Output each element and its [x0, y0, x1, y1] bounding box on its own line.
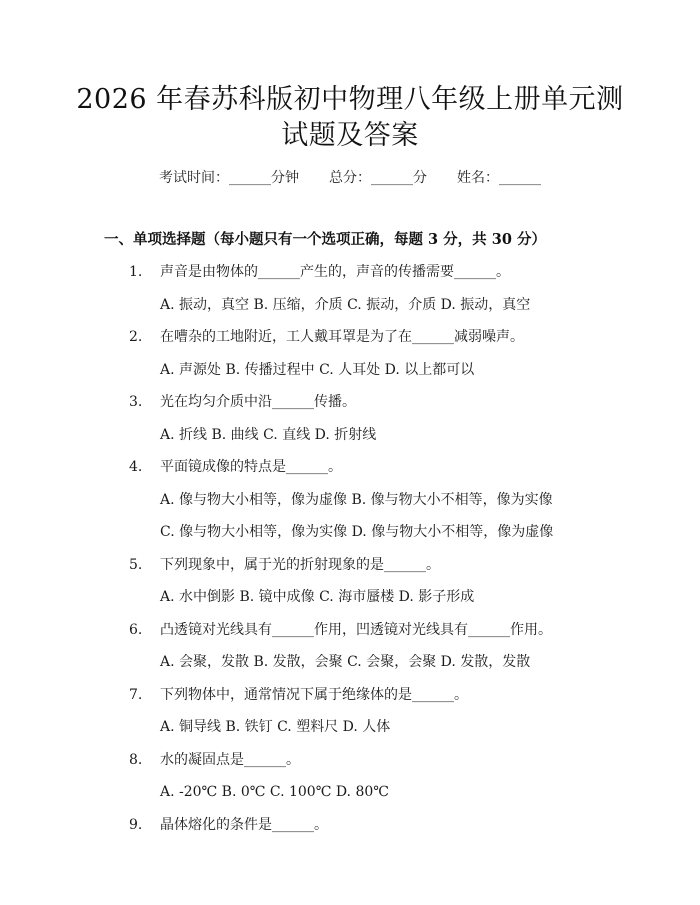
- answer-options: A. -20℃ B. 0℃ C. 100℃ D. 80℃: [160, 784, 389, 800]
- question-text: 声音是由物体的______产生的，声音的传播需要______。: [160, 264, 510, 280]
- student-name-field: 姓名：______: [457, 170, 541, 186]
- total-score-field: 总分：______分: [329, 170, 427, 186]
- question-number: 3.: [129, 394, 143, 410]
- answer-options: A. 铜导线 B. 铁钉 C. 塑料尺 D. 人体: [160, 719, 391, 735]
- question-number: 7.: [129, 686, 143, 703]
- question-number: 2.: [129, 329, 143, 345]
- document-title-line-1: 2026 年春苏科版初中物理八年级上册单元测: [76, 84, 624, 115]
- question-text: 在嘈杂的工地附近，工人戴耳罩是为了在______减弱噪声。: [160, 329, 524, 345]
- exam-meta-info: [0, 168, 700, 188]
- document-title-line-2: 试题及答案: [281, 120, 419, 151]
- question-text: 光在均匀介质中沿______传播。: [160, 394, 356, 410]
- question-text: 平面镜成像的特点是______。: [160, 459, 342, 475]
- answer-options: A. 折线 B. 曲线 C. 直线 D. 折射线: [160, 426, 377, 443]
- question-number: 4.: [129, 459, 143, 475]
- question-number: 8.: [129, 751, 143, 768]
- question-text: 水的凝固点是______。: [160, 751, 300, 768]
- question-number: 9.: [129, 816, 143, 833]
- answer-options: A. 像与物大小相等，像为虚像 B. 像与物大小不相等，像为实像: [160, 491, 553, 508]
- question-text: 下列物体中，通常情况下属于绝缘体的是______。: [160, 686, 468, 703]
- question-number: 5.: [129, 556, 143, 573]
- answer-options: A. 会聚，发散 B. 发散，会聚 C. 会聚，会聚 D. 发散，发散: [160, 654, 531, 670]
- question-number: 6.: [129, 621, 143, 638]
- question-text: 下列现象中，属于光的折射现象的是______。: [160, 556, 440, 573]
- answer-options: A. 声源处 B. 传播过程中 C. 人耳处 D. 以上都可以: [160, 361, 475, 378]
- question-text: 晶体熔化的条件是______。: [160, 816, 328, 833]
- exam-time-field: 考试时间：______分钟: [159, 170, 299, 186]
- answer-options: A. 水中倒影 B. 镜中成像 C. 海市蜃楼 D. 影子形成: [160, 589, 475, 605]
- question-number: 1.: [129, 264, 143, 280]
- answer-options: C. 像与物大小相等，像为实像 D. 像与物大小不相等，像为虚像: [160, 524, 554, 540]
- section-heading-single-choice: 一、单项选择题（每小题只有一个选项正确，每题 3 分，共 30 分）: [104, 231, 546, 248]
- question-text: 凸透镜对光线具有______作用，凹透镜对光线具有______作用。: [160, 621, 552, 638]
- answer-options: A. 振动，真空 B. 压缩，介质 C. 振动，介质 D. 振动，真空: [160, 296, 531, 313]
